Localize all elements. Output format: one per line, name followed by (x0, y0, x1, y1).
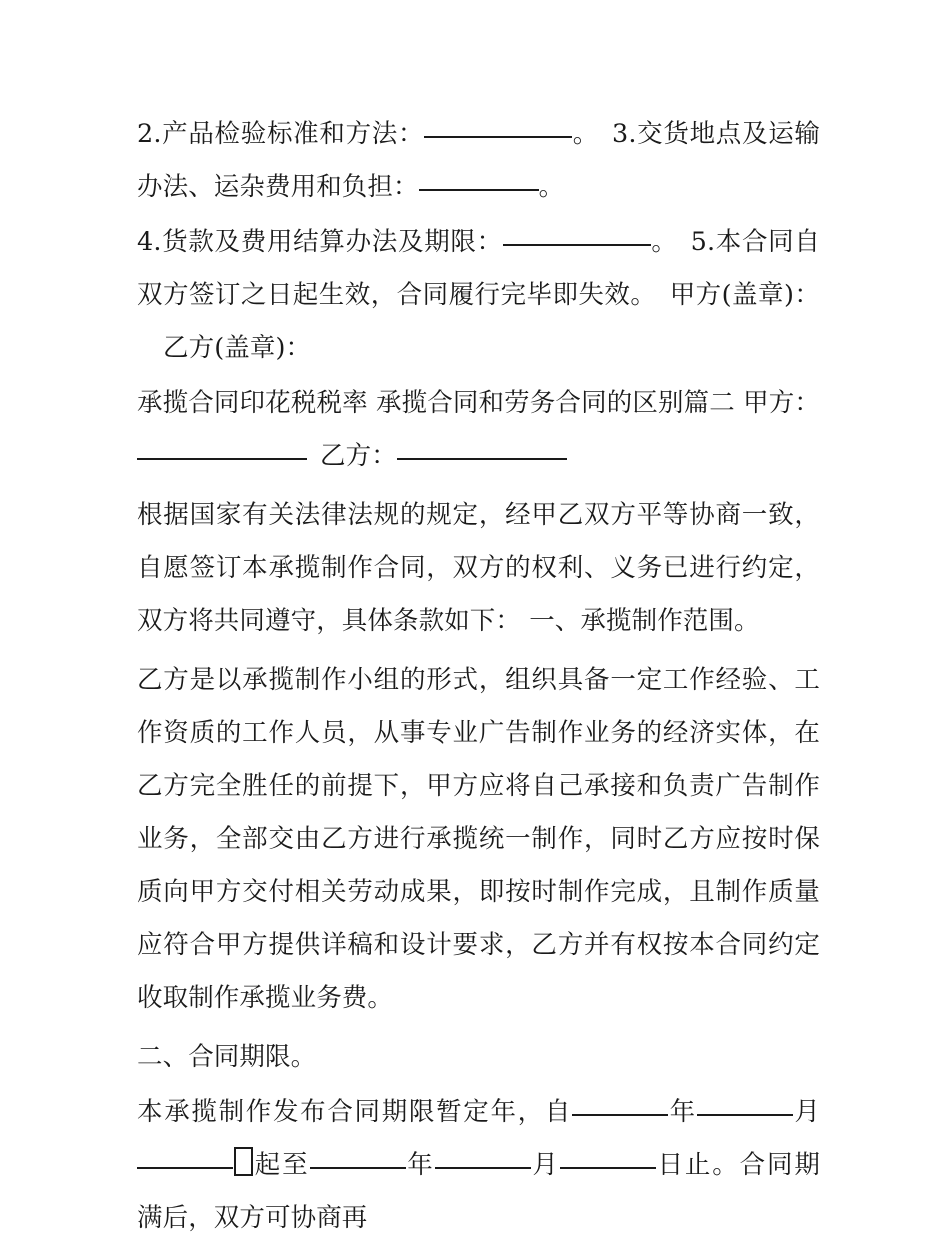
clause-2-period: 。 (572, 119, 600, 149)
start-month-unit: 月 (792, 1097, 820, 1127)
party-b-name-blank[interactable] (397, 436, 567, 460)
end-month-blank[interactable] (435, 1145, 531, 1169)
start-day-blank[interactable] (137, 1145, 233, 1169)
page-title: 承揽合同印花税税率 承揽合同和劳务合同的区别篇二 甲方： (137, 388, 820, 418)
party-a-seal-label: 甲方(盖章)： (669, 280, 820, 310)
term-section-heading: 二、合同期限。 (137, 1042, 317, 1072)
clause-5-text: 签订之日起生效，合同履行完毕即失效。 (188, 280, 657, 310)
end-year-unit: 年 (405, 1150, 435, 1180)
party-b-seal-label-cont: (盖章)： (214, 333, 312, 363)
term-intro-text: 本承揽制作发布合同期限暂定年，自 (137, 1097, 573, 1127)
party-a-name-blank[interactable] (137, 436, 307, 460)
clause-5-label: 5.本合同自双方 (137, 227, 820, 310)
clause-2-3-paragraph (137, 108, 820, 214)
clause-4-5-paragraph (137, 216, 820, 375)
term-body-paragraph (137, 1086, 820, 1245)
document-body (137, 108, 820, 1245)
clause-3-continuation: 法、运杂费用和负担： (162, 172, 419, 202)
clause-2-label: 2.产品检验标准和方法： (137, 119, 425, 149)
start-year-blank[interactable] (572, 1092, 668, 1116)
missing-glyph-box (234, 1147, 253, 1176)
clause-3-blank[interactable] (419, 167, 539, 191)
party-b-seal-label: 乙方 (163, 333, 215, 363)
clause-3-period: 。 (538, 172, 565, 202)
scope-paragraph: 乙方是以承揽制作小组的形式，组织具备一定工作经验、工作资质的工作人员，从事专业广告制作业务的经济实体，在乙方完全胜任的前提下，甲方应将自己承接和负责广告制作业务，全部交由乙方进行承揽统一制作，同时乙方应按时保质向甲方交付相关劳动成果，即按时制作完成，且制作质量应符合甲方提供详稿和设计要求，乙方并有权按本合同约定收取制作承揽业务费。 (137, 665, 820, 1013)
start-month-blank[interactable] (697, 1092, 793, 1116)
preamble-paragraph: 根据国家有关法律法规的规定，经甲乙双方平等协商一致，自愿签订本承揽制作合同，双方的权利、义务已进行约定，双方将共同遵守，具体条款如下： 一、承揽制作范围。 (137, 500, 820, 636)
clause-4-label: 4.货款及费用结算办法及期限： (137, 227, 503, 257)
start-year-unit: 年 (668, 1097, 697, 1127)
term-closing-text: 日止。合同期满后，双方可协商再 (137, 1150, 820, 1233)
end-year-blank[interactable] (310, 1145, 406, 1169)
clause-3-label: 3.交货地点及运输办 (137, 119, 821, 202)
end-day-blank[interactable] (560, 1145, 656, 1169)
party-b-label: 乙方： (320, 441, 397, 471)
clause-4-blank[interactable] (503, 222, 651, 246)
clause-2-blank[interactable] (424, 114, 572, 138)
clause-4-period: 。 (650, 227, 678, 257)
term-end-prefix: 起至 (253, 1150, 310, 1180)
end-month-unit: 月 (530, 1150, 560, 1180)
document-title-line (137, 377, 820, 483)
